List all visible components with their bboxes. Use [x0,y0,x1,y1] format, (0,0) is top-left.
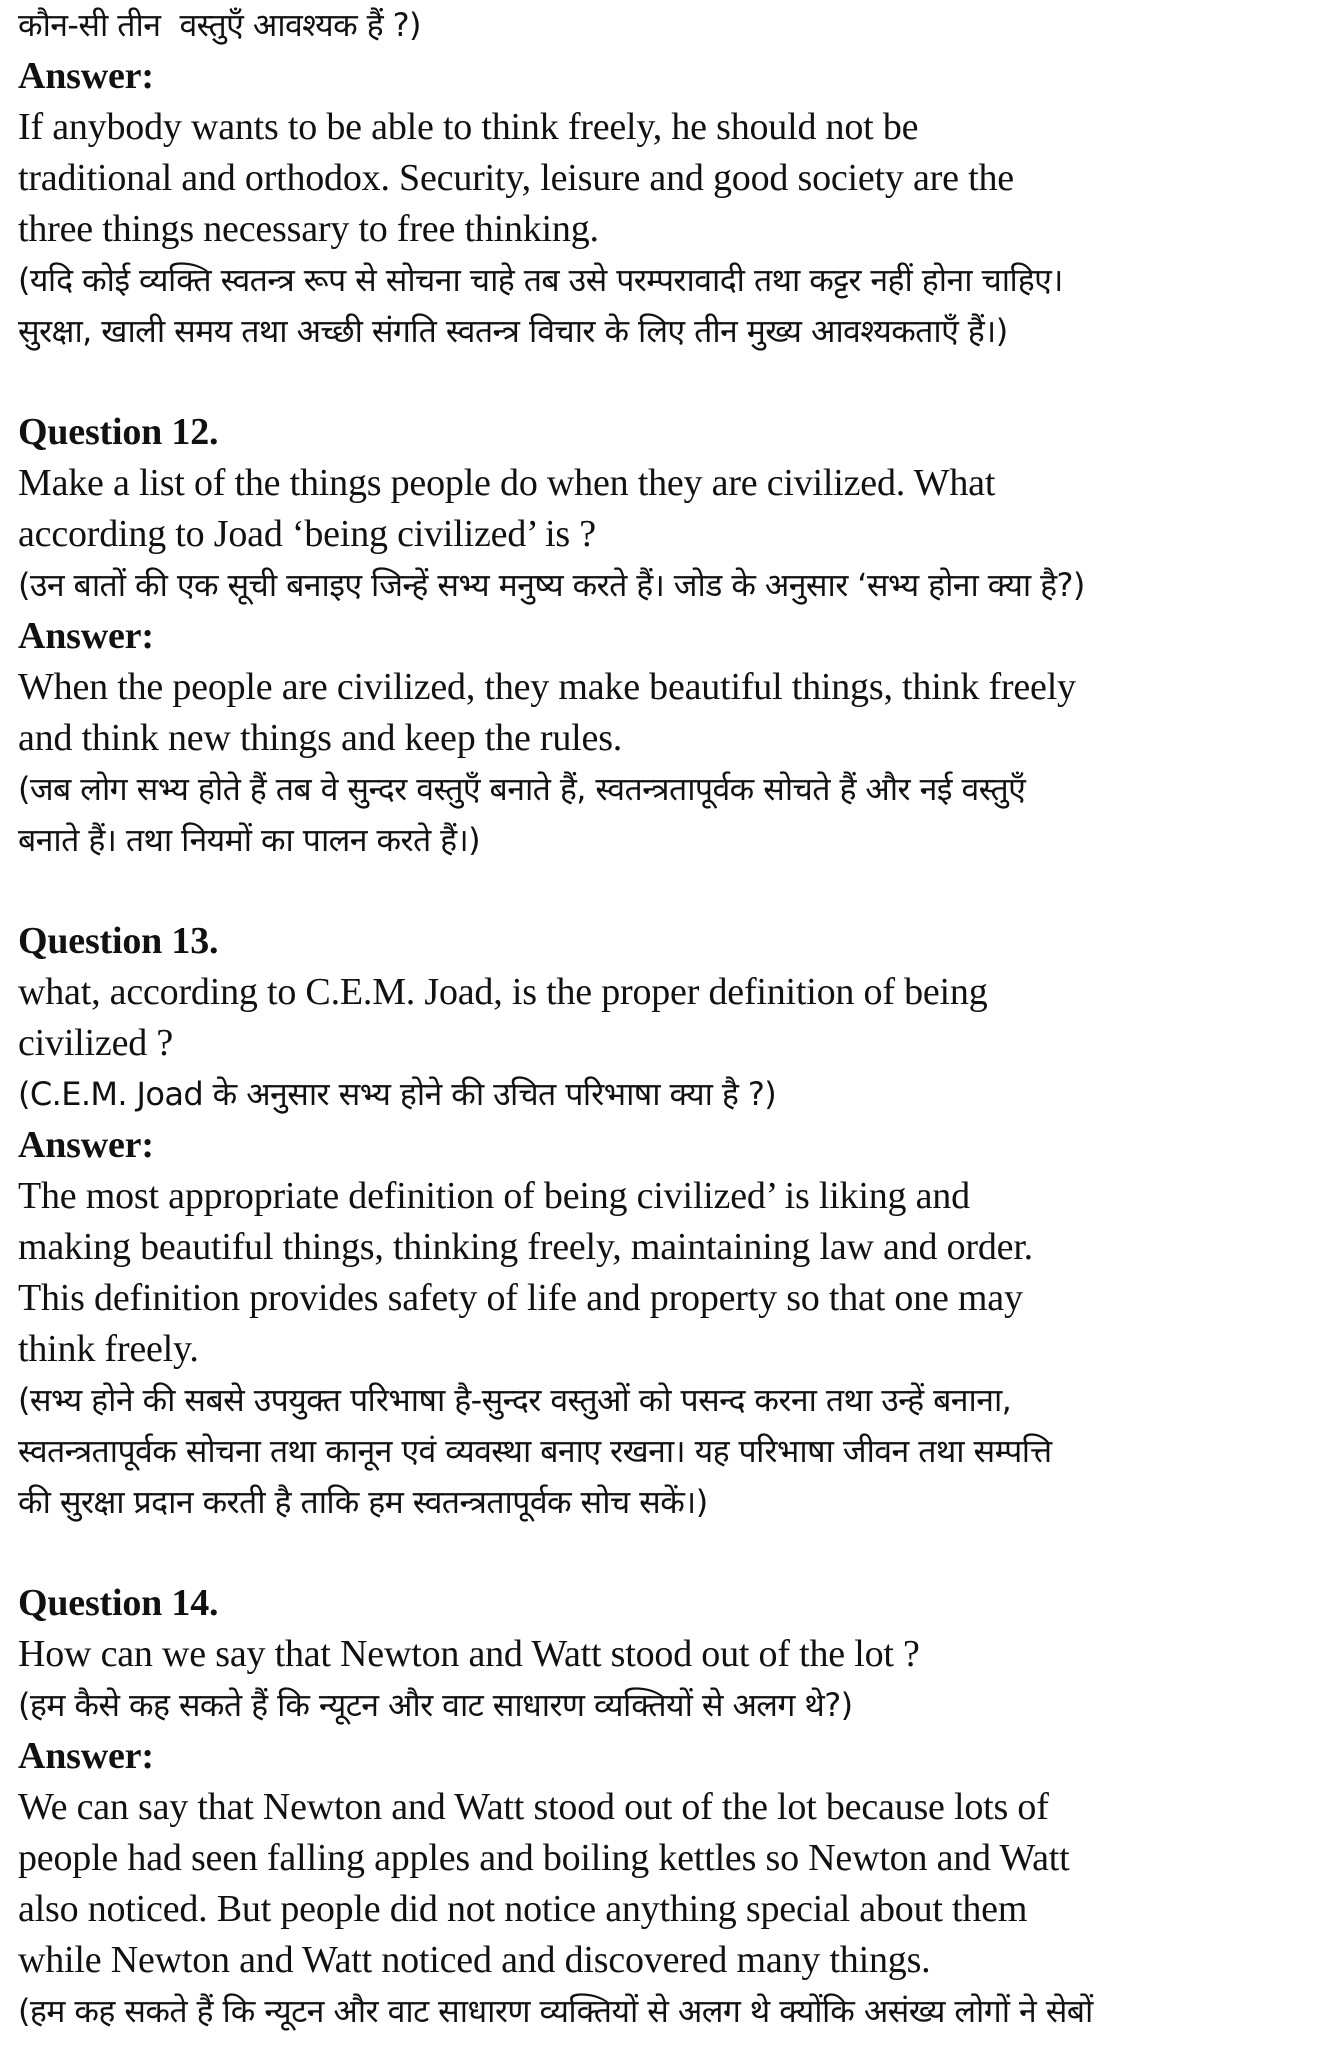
english-text-line: civilized ? [18,1022,173,1064]
hindi-text-line: (सभ्य होने की सबसे उपयुक्त परिभाषा है-सुन्दर वस्तुओं को पसन्द करना तथा उन्हें बनाना, [18,1381,1012,1419]
answer-label: Answer: [18,615,154,657]
hindi-text-line: बनाते हैं। तथा नियमों का पालन करते हैं।) [18,821,480,859]
english-text-line: think freely. [18,1328,199,1370]
hindi-text-line: कौन-सी तीन वस्तुएँ आवश्यक हैं ?) [18,6,421,44]
hindi-text-line: स्वतन्त्रतापूर्वक सोचना तथा कानून एवं व्यवस्था बनाए रखना। यह परिभाषा जीवन तथा सम्पत्ति [18,1432,1052,1470]
question-heading: Question 14. [18,1582,219,1624]
question-heading: Question 12. [18,411,219,453]
english-text-line: people had seen falling apples and boiling kettles so Newton and Watt [18,1837,1070,1879]
section-gap [18,1528,1301,1578]
english-text-line: three things necessary to free thinking. [18,208,599,250]
section-gap [18,357,1301,407]
question-heading: Question 13. [18,920,219,962]
english-text-line: also noticed. But people did not notice anything special about them [18,1888,1028,1930]
english-text-line: what, according to C.E.M. Joad, is the proper definition of being [18,971,988,1013]
english-text-line: making beautiful things, thinking freely, maintaining law and order. [18,1226,1033,1268]
hindi-text-line: (उन बातों की एक सूची बनाइए जिन्हें सभ्य मनुष्य करते हैं। जोड के अनुसार ‘सभ्य होना क्या है?) [18,566,1085,604]
english-text-line: How can we say that Newton and Watt stood out of the lot ? [18,1633,920,1675]
english-text-line: This definition provides safety of life and property so that one may [18,1277,1023,1319]
english-text-line: traditional and orthodox. Security, leisure and good society are the [18,157,1014,199]
english-text-line: according to Joad ‘being civilized’ is ? [18,513,596,555]
hindi-text-line: की सुरक्षा प्रदान करती है ताकि हम स्वतन्त्रतापूर्वक सोच सकें।) [18,1483,708,1521]
hindi-text-line: (C.E.M. Joad के अनुसार सभ्य होने की उचित परिभाषा क्या है ?) [18,1075,777,1113]
section-gap [18,866,1301,916]
english-text-line: We can say that Newton and Watt stood out of the lot because lots of [18,1786,1049,1828]
hindi-text-line: (यदि कोई व्यक्ति स्वतन्त्र रूप से सोचना चाहे तब उसे परम्परावादी तथा कट्टर नहीं होना चाहिए। [18,261,1063,299]
english-text-line: If anybody wants to be able to think freely, he should not be [18,106,919,148]
english-text-line: When the people are civilized, they make beautiful things, think freely [18,666,1076,708]
answer-label: Answer: [18,1124,154,1166]
hindi-text-line: सुरक्षा, खाली समय तथा अच्छी संगति स्वतन्त्र विचार के लिए तीन मुख्य आवश्यकताएँ हैं।) [18,312,1008,350]
english-text-line: and think new things and keep the rules. [18,717,623,759]
answer-label: Answer: [18,1735,154,1777]
hindi-text-line: (जब लोग सभ्य होते हैं तब वे सुन्दर वस्तुएँ बनाते हैं, स्वतन्त्रतापूर्वक सोचते हैं और नई वस्तुएँ [18,770,1026,808]
answer-label: Answer: [18,55,154,97]
english-text-line: The most appropriate definition of being civilized’ is liking and [18,1175,970,1217]
english-text-line: while Newton and Watt noticed and discovered many things. [18,1939,931,1981]
hindi-text-line: (हम कैसे कह सकते हैं कि न्यूटन और वाट साधारण व्यक्तियों से अलग थे?) [18,1686,853,1724]
english-text-line: Make a list of the things people do when they are civilized. What [18,462,996,504]
hindi-text-line: (हम कह सकते हैं कि न्यूटन और वाट साधारण व्यक्तियों से अलग थे क्योंकि असंख्य लोगों ने सेबों [18,1992,1093,2030]
